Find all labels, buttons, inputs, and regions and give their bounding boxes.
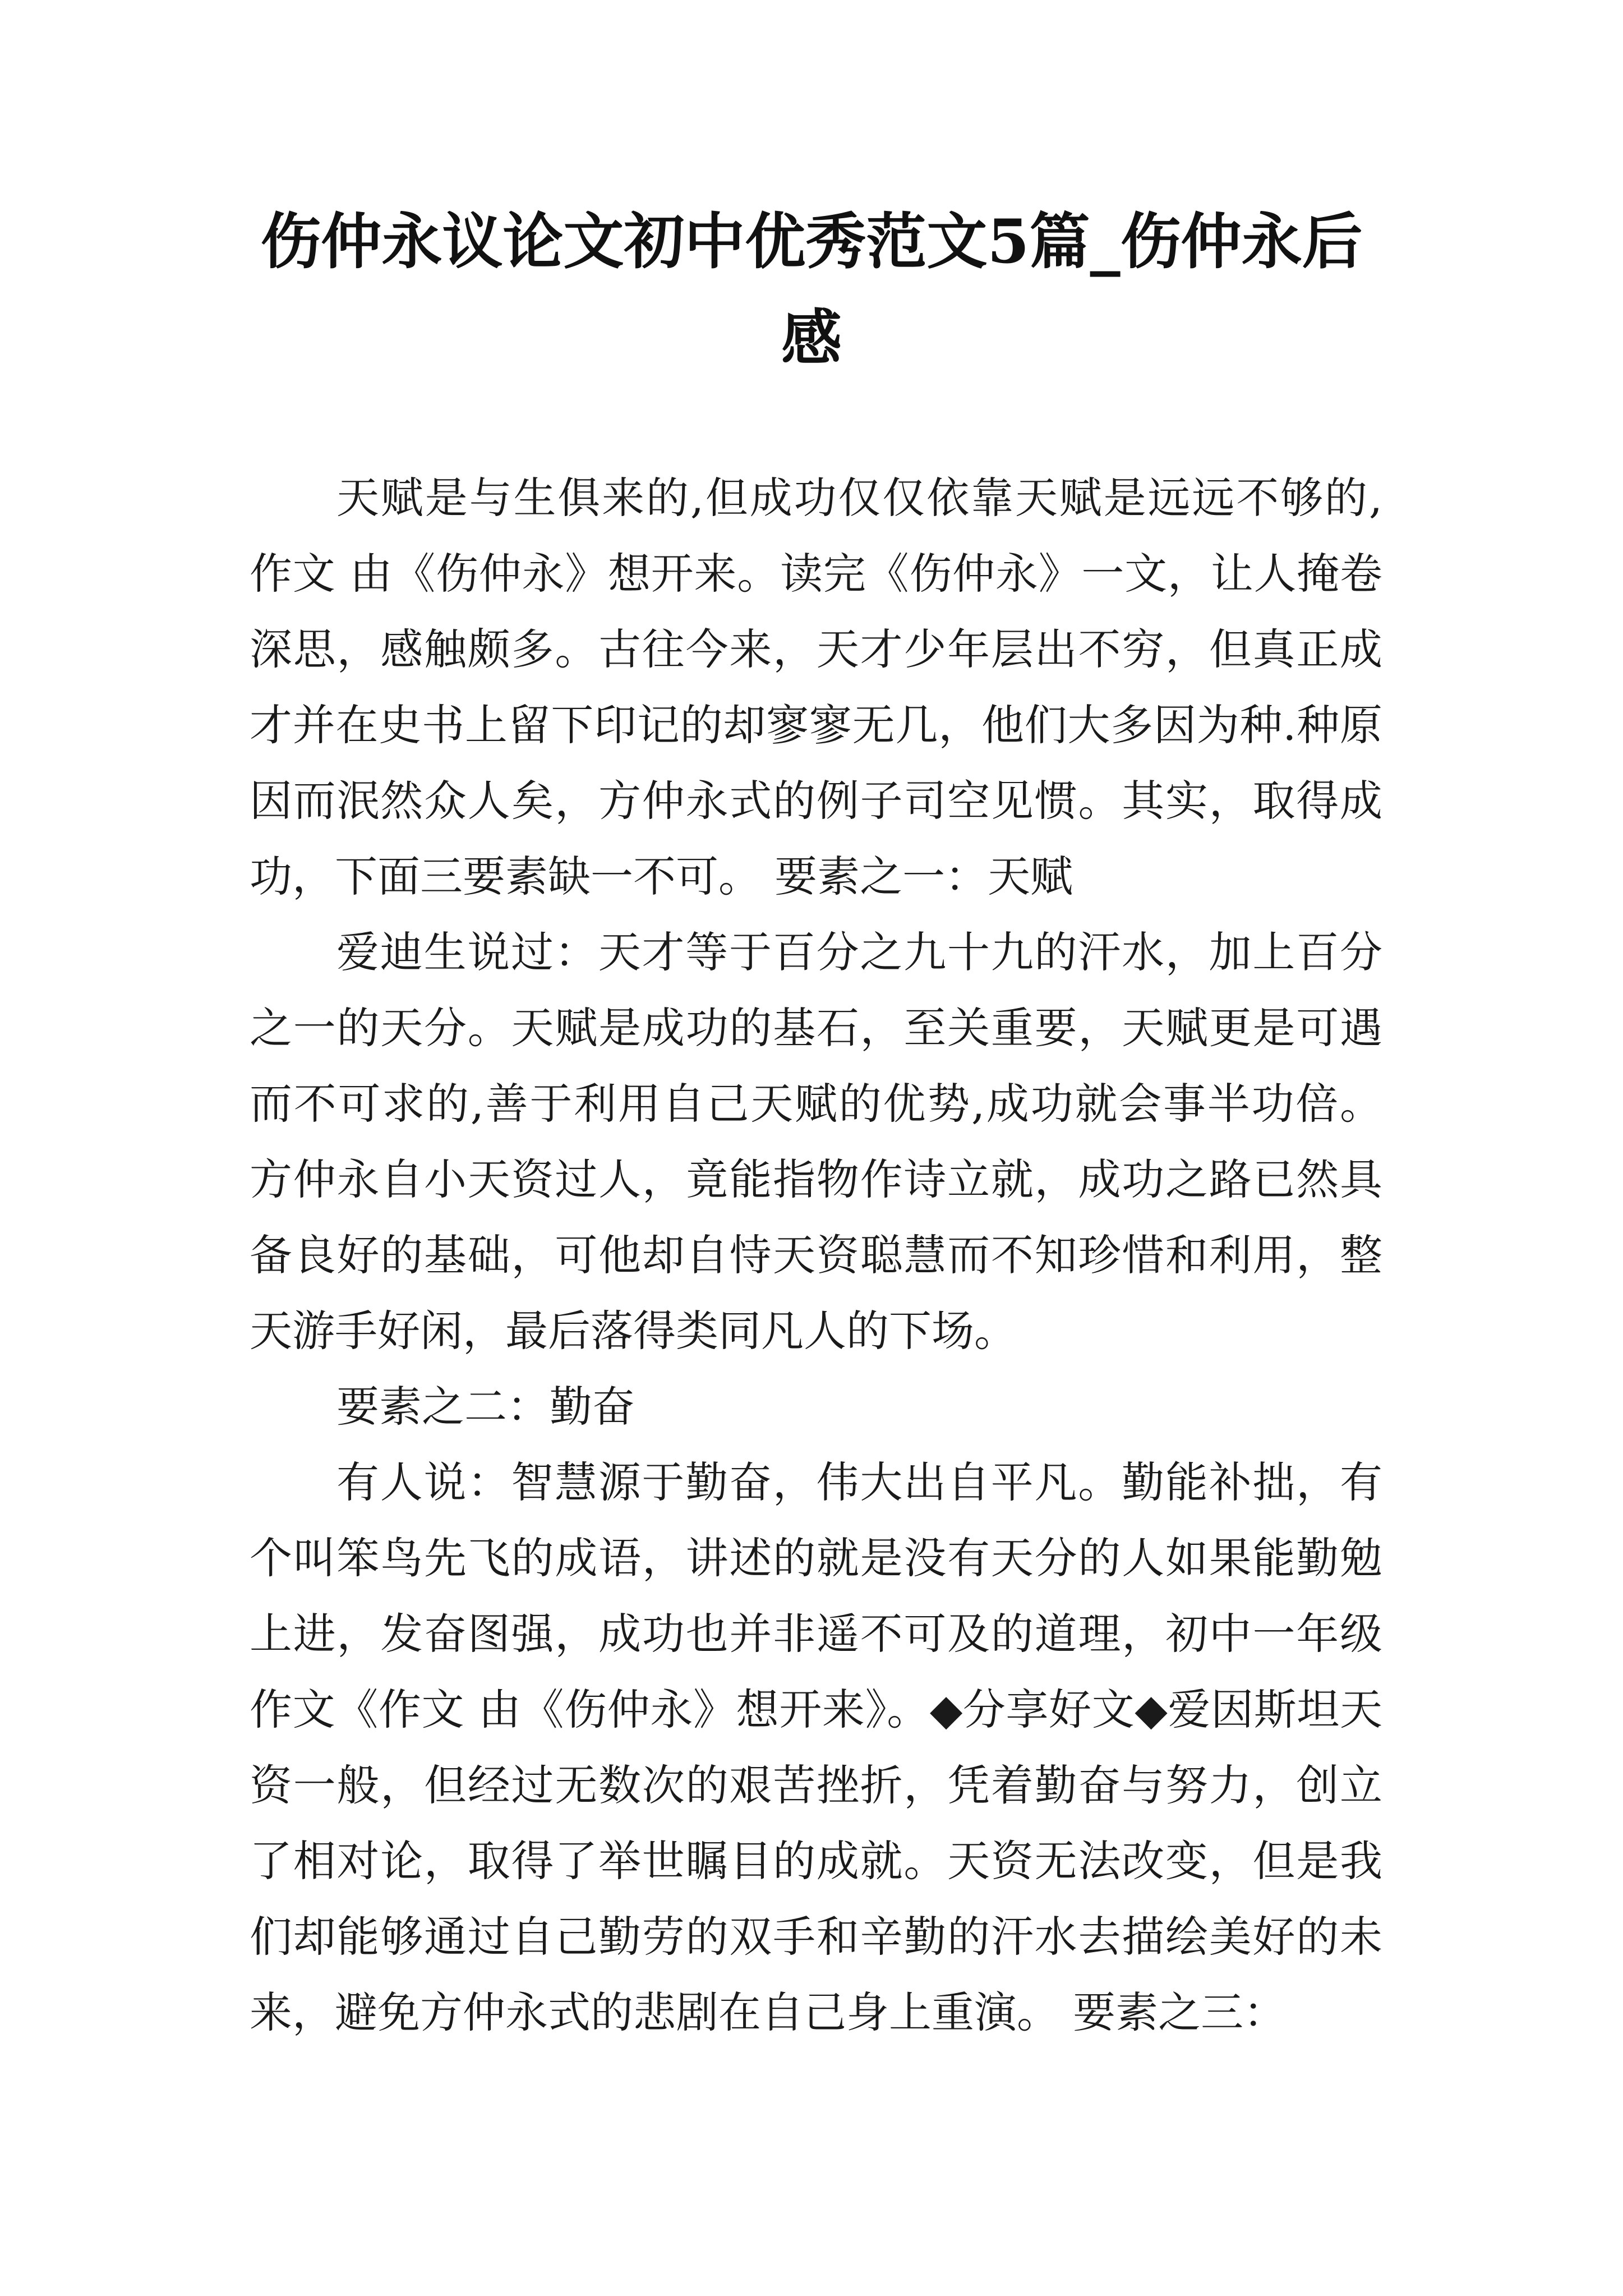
paragraph-4: 有人说：智慧源于勤奋，伟大出自平凡。勤能补拙，有个叫笨鸟先飞的成语，讲述的就是没有天分的人如果能勤勉上进，发奋图强，成功也并非遥不可及的道理，初中一年级作文《作文 由《伤仲永》想开来》。◆分享好文◆爱因斯坦天资一般，但经过无数次的艰苦挫折，凭着勤奋与努力，创立了相对论，取得了举世瞩目的成就。天资无法改变，但是我们却能够通过自己勤劳的双手和辛勤的汗水去描绘美好的未来，避免方仲永式的悲剧在自己身上重演。 要素之三： bbox=[250, 1457, 1382, 2037]
paragraph-2: 爱迪生说过：天才等于百分之九十九的汗水，加上百分之一的天分。天赋是成功的基石，至关重要，天赋更是可遇而不可求的,善于利用自己天赋的优势,成功就会事半功倍。方仲永自小天资过人，竟能指物作诗立就，成功之路已然具备良好的基础，可他却自恃天资聪慧而不知珍惜和利用，整天游手好闲，最后落得类同凡人的下场。 bbox=[250, 927, 1382, 1356]
document-body bbox=[250, 460, 1382, 2050]
document-title: 伤仲永议论文初中优秀范文5篇_伤仲永后感 bbox=[260, 206, 1363, 374]
paragraph-3: 要素之二：勤奋 bbox=[336, 1382, 635, 1432]
paragraph-1: 天赋是与生俱来的,但成功仅仅依靠天赋是远远不够的,作文 由《伤仲永》想开来。读完《伤仲永》一文，让人掩卷深思，感触颇多。古往今来，天才少年层出不穷，但真正成才并在史书上留下印记的却寥寥无几，他们大多因为种.种原因而泯然众人矣，方仲永式的例子司空见惯。其实，取得成功，下面三要素缺一不可。 要素之一：天赋 bbox=[250, 473, 1382, 901]
